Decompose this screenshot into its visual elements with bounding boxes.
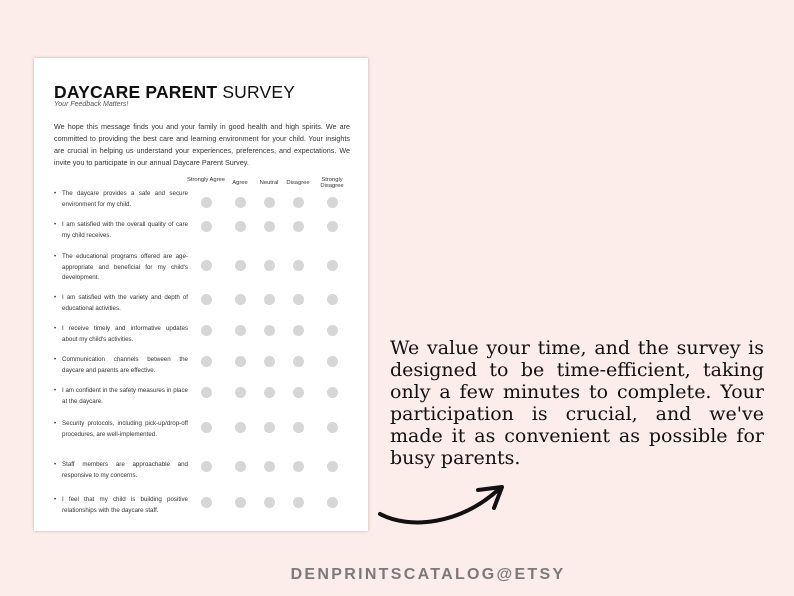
survey-page bbox=[34, 58, 368, 531]
radio-option[interactable] bbox=[327, 356, 338, 367]
radio-option[interactable] bbox=[293, 387, 304, 398]
radio-option[interactable] bbox=[264, 221, 275, 232]
radio-option[interactable] bbox=[293, 497, 304, 508]
side-description: We value your time, and the survey is designed to be time-efficient, taking only a few minutes to complete. Your participation is crucial, and we've made it as convenient as possible for busy parents. bbox=[390, 337, 764, 469]
radio-option[interactable] bbox=[293, 221, 304, 232]
radio-option[interactable] bbox=[293, 325, 304, 336]
column-header: Strongly Agree bbox=[186, 177, 226, 183]
intro-paragraph: We hope this message finds you and your family in good health and high spirits. We are committed to providing the best care and learning environment for your child. Your insights are crucial in helping us understand your experiences, preferences, and expectations. We invite you to participate in our annual Daycare Parent Survey. bbox=[54, 122, 350, 167]
radio-option[interactable] bbox=[235, 260, 246, 271]
radio-option[interactable] bbox=[201, 497, 212, 508]
radio-option[interactable] bbox=[235, 325, 246, 336]
radio-option[interactable] bbox=[201, 221, 212, 232]
radio-option[interactable] bbox=[264, 422, 275, 433]
radio-option[interactable] bbox=[235, 422, 246, 433]
curved-arrow-icon bbox=[370, 478, 510, 528]
column-header: Disagree bbox=[286, 180, 310, 186]
radio-option[interactable] bbox=[201, 387, 212, 398]
radio-option[interactable] bbox=[264, 387, 275, 398]
radio-option[interactable] bbox=[235, 387, 246, 398]
radio-option[interactable] bbox=[293, 356, 304, 367]
radio-option[interactable] bbox=[235, 461, 246, 472]
radio-option[interactable] bbox=[201, 197, 212, 208]
radio-option[interactable] bbox=[201, 294, 212, 305]
radio-option[interactable] bbox=[201, 422, 212, 433]
survey-question: • Security protocols, including pick-up/drop-off procedures, are well-implemented. bbox=[54, 419, 188, 440]
survey-question: • I am satisfied with the variety and depth of educational activities. bbox=[54, 293, 188, 314]
radio-option[interactable] bbox=[293, 422, 304, 433]
survey-subtitle: Your Feedback Matters! bbox=[54, 101, 129, 108]
radio-option[interactable] bbox=[264, 461, 275, 472]
radio-option[interactable] bbox=[293, 260, 304, 271]
survey-question: • I am confident in the safety measures in place at the daycare. bbox=[54, 386, 188, 407]
radio-option[interactable] bbox=[201, 325, 212, 336]
radio-option[interactable] bbox=[327, 325, 338, 336]
radio-option[interactable] bbox=[327, 497, 338, 508]
radio-option[interactable] bbox=[293, 294, 304, 305]
survey-question: • I feel that my child is building positive relationships with the daycare staff. bbox=[54, 495, 188, 516]
survey-title bbox=[54, 82, 295, 103]
radio-option[interactable] bbox=[327, 294, 338, 305]
survey-question: • I receive timely and informative updates about my child's activities. bbox=[54, 324, 188, 345]
radio-option[interactable] bbox=[327, 221, 338, 232]
column-header: Neutral bbox=[259, 180, 279, 186]
radio-option[interactable] bbox=[264, 294, 275, 305]
survey-question: • Communication channels between the daycare and parents are effective. bbox=[54, 355, 188, 376]
survey-question: • The educational programs offered are age-appropriate and beneficial for my child's development. bbox=[54, 252, 188, 284]
radio-option[interactable] bbox=[235, 221, 246, 232]
radio-option[interactable] bbox=[264, 325, 275, 336]
title-bold: DAYCARE PARENT bbox=[54, 82, 218, 102]
radio-option[interactable] bbox=[293, 461, 304, 472]
radio-option[interactable] bbox=[327, 422, 338, 433]
survey-question: • I am satisfied with the overall quality of care my child receives. bbox=[54, 220, 188, 241]
radio-option[interactable] bbox=[235, 497, 246, 508]
radio-option[interactable] bbox=[327, 387, 338, 398]
radio-option[interactable] bbox=[264, 356, 275, 367]
radio-option[interactable] bbox=[201, 260, 212, 271]
shop-footer: DENPRINTSCATALOG@ETSY bbox=[290, 566, 566, 583]
title-light: SURVEY bbox=[222, 82, 296, 102]
radio-option[interactable] bbox=[327, 461, 338, 472]
radio-option[interactable] bbox=[327, 260, 338, 271]
radio-option[interactable] bbox=[264, 497, 275, 508]
radio-option[interactable] bbox=[264, 260, 275, 271]
column-header: Strongly Disagree bbox=[320, 177, 344, 189]
radio-option[interactable] bbox=[264, 197, 275, 208]
radio-option[interactable] bbox=[201, 356, 212, 367]
column-header: Agree bbox=[232, 180, 248, 186]
survey-question: • The daycare provides a safe and secure environment for my child. bbox=[54, 189, 188, 210]
radio-option[interactable] bbox=[201, 461, 212, 472]
radio-option[interactable] bbox=[293, 197, 304, 208]
radio-option[interactable] bbox=[235, 294, 246, 305]
survey-question: • Staff members are approachable and responsive to my concerns. bbox=[54, 460, 188, 481]
radio-option[interactable] bbox=[327, 197, 338, 208]
radio-option[interactable] bbox=[235, 197, 246, 208]
radio-option[interactable] bbox=[235, 356, 246, 367]
